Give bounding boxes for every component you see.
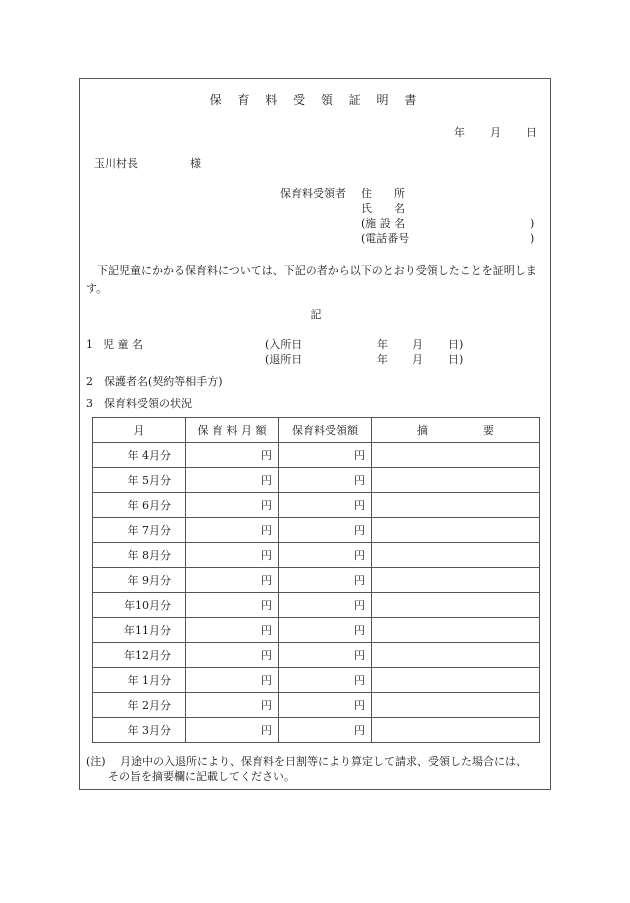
recipient-label: 保育料受領者 — [280, 187, 346, 200]
admission-year: 年 — [377, 338, 388, 351]
admission-month: 月 — [412, 338, 423, 351]
row-monthly-fee-cell[interactable]: 円 — [186, 468, 279, 493]
document-title: 保 育 料 受 領 証 明 書 — [209, 93, 423, 107]
row-monthly-fee-cell[interactable]: 円 — [186, 518, 279, 543]
row-received-amount-cell[interactable]: 円 — [279, 593, 372, 618]
row-received-amount-cell[interactable]: 円 — [279, 493, 372, 518]
certification-statement: 下記児童にかかる保育料については、下記の者から以下のとおり受領したことを証明します。 — [86, 264, 537, 295]
row-received-amount-cell[interactable]: 円 — [279, 718, 372, 743]
admission-day: 日) — [448, 338, 464, 351]
row-remarks-cell[interactable] — [372, 493, 540, 518]
row-received-amount-cell[interactable]: 円 — [279, 543, 372, 568]
discharge-month: 月 — [412, 353, 423, 366]
row-monthly-fee-cell[interactable]: 円 — [186, 593, 279, 618]
recipient-facility-close: ) — [530, 217, 535, 230]
row-monthly-fee-cell[interactable]: 円 — [186, 643, 279, 668]
table-row — [93, 643, 540, 668]
row-remarks-cell[interactable] — [372, 518, 540, 543]
table-row — [93, 443, 540, 468]
row-month: 年 2月分 — [93, 693, 186, 718]
table-row — [93, 618, 540, 643]
ki-heading: 記 — [310, 308, 322, 321]
table-row — [93, 493, 540, 518]
addressee-honorific: 様 — [190, 157, 201, 170]
header-month: 月 — [93, 418, 186, 443]
addressee-name: 玉川村長 — [94, 157, 138, 170]
row-month: 年 6月分 — [93, 493, 186, 518]
item-2-guardian-label: 2 保護者名(契約等相手方) — [86, 375, 223, 388]
table-row — [93, 518, 540, 543]
row-remarks-cell[interactable] — [372, 468, 540, 493]
row-month: 年 8月分 — [93, 543, 186, 568]
item-3-status-label: 3 保育料受領の状況 — [86, 397, 192, 410]
row-remarks-cell[interactable] — [372, 643, 540, 668]
header-remarks: 摘 要 — [372, 418, 540, 443]
row-month: 年 5月分 — [93, 468, 186, 493]
row-month: 年 4月分 — [93, 443, 186, 468]
table-row — [93, 593, 540, 618]
row-monthly-fee-cell[interactable]: 円 — [186, 618, 279, 643]
recipient-phone-label: (電話番号 — [361, 232, 410, 245]
row-received-amount-cell[interactable]: 円 — [279, 518, 372, 543]
row-remarks-cell[interactable] — [372, 443, 540, 468]
discharge-day: 日) — [448, 353, 464, 366]
header-received-amount: 保育料受領額 — [279, 418, 372, 443]
row-received-amount-cell[interactable]: 円 — [279, 668, 372, 693]
row-remarks-cell[interactable] — [372, 618, 540, 643]
table-body — [93, 443, 540, 743]
item-1-number: 1 — [86, 338, 93, 351]
item-1-child-name-label: 児 童 名 — [103, 338, 143, 351]
header-monthly-fee: 保 育 料 月 額 — [186, 418, 279, 443]
row-monthly-fee-cell[interactable]: 円 — [186, 543, 279, 568]
row-remarks-cell[interactable] — [372, 543, 540, 568]
row-received-amount-cell[interactable]: 円 — [279, 643, 372, 668]
row-month: 年 3月分 — [93, 718, 186, 743]
date-month: 月 — [490, 126, 501, 139]
row-monthly-fee-cell[interactable]: 円 — [186, 718, 279, 743]
row-month: 年11月分 — [93, 618, 186, 643]
row-received-amount-cell[interactable]: 円 — [279, 693, 372, 718]
fee-receipt-table — [92, 417, 540, 743]
row-monthly-fee-cell[interactable]: 円 — [186, 493, 279, 518]
row-remarks-cell[interactable] — [372, 693, 540, 718]
row-month: 年10月分 — [93, 593, 186, 618]
row-remarks-cell[interactable] — [372, 593, 540, 618]
note-line-2: その旨を摘要欄に記載してください。 — [108, 770, 295, 783]
row-monthly-fee-cell[interactable]: 円 — [186, 443, 279, 468]
discharge-year: 年 — [377, 353, 388, 366]
row-received-amount-cell[interactable]: 円 — [279, 443, 372, 468]
note-prefix: (注) — [86, 755, 106, 768]
row-received-amount-cell[interactable]: 円 — [279, 468, 372, 493]
row-month: 年12月分 — [93, 643, 186, 668]
row-monthly-fee-cell[interactable]: 円 — [186, 668, 279, 693]
note-line-1: 月途中の入退所により、保育料を日割等により算定して請求、受領した場合には、 — [120, 755, 527, 768]
recipient-facility-label: (施 設 名 — [361, 217, 406, 230]
admission-date-label: (入所日 — [265, 338, 303, 351]
recipient-name-label: 氏 名 — [361, 202, 405, 215]
table-header-row — [93, 418, 540, 443]
row-remarks-cell[interactable] — [372, 568, 540, 593]
row-monthly-fee-cell[interactable]: 円 — [186, 693, 279, 718]
row-remarks-cell[interactable] — [372, 668, 540, 693]
table-row — [93, 568, 540, 593]
table-row — [93, 543, 540, 568]
table-row — [93, 718, 540, 743]
recipient-address-label: 住 所 — [361, 187, 405, 200]
table-row — [93, 668, 540, 693]
row-remarks-cell[interactable] — [372, 718, 540, 743]
row-received-amount-cell[interactable]: 円 — [279, 618, 372, 643]
row-monthly-fee-cell[interactable]: 円 — [186, 568, 279, 593]
row-month: 年 9月分 — [93, 568, 186, 593]
row-month: 年 7月分 — [93, 518, 186, 543]
row-month: 年 1月分 — [93, 668, 186, 693]
date-year: 年 — [454, 126, 465, 139]
recipient-phone-close: ) — [530, 232, 535, 245]
table-row — [93, 468, 540, 493]
table-row — [93, 693, 540, 718]
discharge-date-label: (退所日 — [265, 353, 303, 366]
certificate-frame — [79, 78, 551, 790]
date-day: 日 — [526, 126, 537, 139]
row-received-amount-cell[interactable]: 円 — [279, 568, 372, 593]
